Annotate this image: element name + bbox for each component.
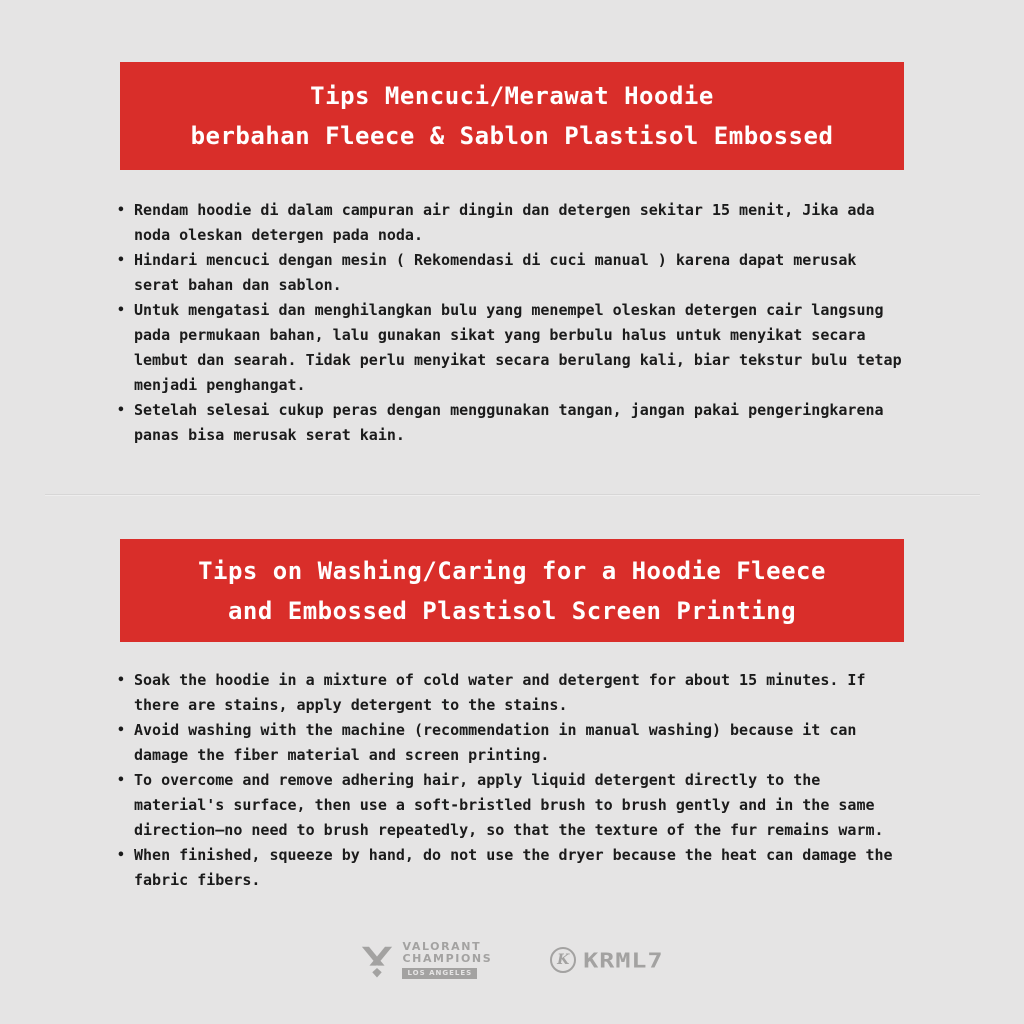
title-id-line2: berbahan Fleece & Sablon Plastisol Embossed — [190, 122, 834, 150]
bullet-marker: • — [117, 723, 125, 738]
bullet-marker: • — [117, 773, 125, 788]
bullet-marker: • — [117, 673, 125, 688]
list-item — [115, 398, 909, 448]
krml-monogram-icon: K — [550, 947, 576, 973]
list-item — [115, 768, 909, 843]
tip-text: Avoid washing with the machine (recommendation in manual washing) because it can damage the fiber material and screen printing. — [134, 721, 857, 764]
bullet-marker: • — [117, 403, 125, 418]
section-divider — [45, 494, 980, 496]
tip-text: When finished, squeeze by hand, do not use the dryer because the heat can damage the fabric fibers. — [134, 846, 893, 889]
bullet-marker: • — [117, 848, 125, 863]
list-item — [115, 248, 909, 298]
valorant-champions-logo — [360, 941, 492, 979]
title-id-line1: Tips Mencuci/Merawat Hoodie — [310, 82, 714, 110]
tip-text: To overcome and remove adhering hair, apply liquid detergent directly to the material's surface, then use a soft-bristled brush to brush gently and in the same direction—no need to brush repeatedly, so that the texture of the fur remains warm. — [134, 771, 884, 839]
title-banner-id — [120, 62, 904, 170]
valorant-v-icon — [360, 941, 394, 979]
tips-list-en — [115, 668, 909, 893]
bullet-marker: • — [117, 303, 125, 318]
tip-text: Untuk mengatasi dan menghilangkan bulu yang menempel oleskan detergen cair langsung pada permukaan bahan, lalu gunakan sikat yang berbulu halus untuk menyikat secara lembut dan searah. Tidak perlu menyikat secara berulang kali, biar tekstur bulu tetap menjadi penghangat. — [134, 301, 902, 394]
krml-brand-logo — [550, 946, 663, 975]
tips-list-id — [115, 198, 909, 448]
valorant-wordmark — [402, 941, 492, 979]
tip-text: Hindari mencuci dengan mesin ( Rekomendasi di cuci manual ) karena dapat merusak serat bahan dan sablon. — [134, 251, 857, 294]
title-banner-en — [120, 539, 904, 642]
bullet-marker: • — [117, 203, 125, 218]
list-item — [115, 198, 909, 248]
tip-text: Setelah selesai cukup peras dengan menggunakan tangan, jangan pakai pengeringkarena panas bisa merusak serat kain. — [134, 401, 884, 444]
list-item — [115, 668, 909, 718]
los-angeles-badge: LOS ANGELES — [402, 968, 477, 979]
bullet-marker: • — [117, 253, 125, 268]
list-item — [115, 298, 909, 398]
tip-text: Soak the hoodie in a mixture of cold water and detergent for about 15 minutes. If there are stains, apply detergent to the stains. — [134, 671, 866, 714]
title-en-line1: Tips on Washing/Caring for a Hoodie Fleece — [198, 556, 826, 585]
valorant-line1: VALORANT — [402, 940, 482, 953]
valorant-line2: CHAMPIONS — [402, 952, 493, 965]
title-en-line2: and Embossed Plastisol Screen Printing — [227, 596, 797, 625]
list-item — [115, 843, 909, 893]
tip-text: Rendam hoodie di dalam campuran air dingin dan detergen sekitar 15 menit, Jika ada noda oleskan detergen pada noda. — [134, 201, 875, 244]
list-item — [115, 718, 909, 768]
footer-logos — [0, 941, 1024, 979]
krml-wordmark: KRML7 — [583, 948, 664, 972]
